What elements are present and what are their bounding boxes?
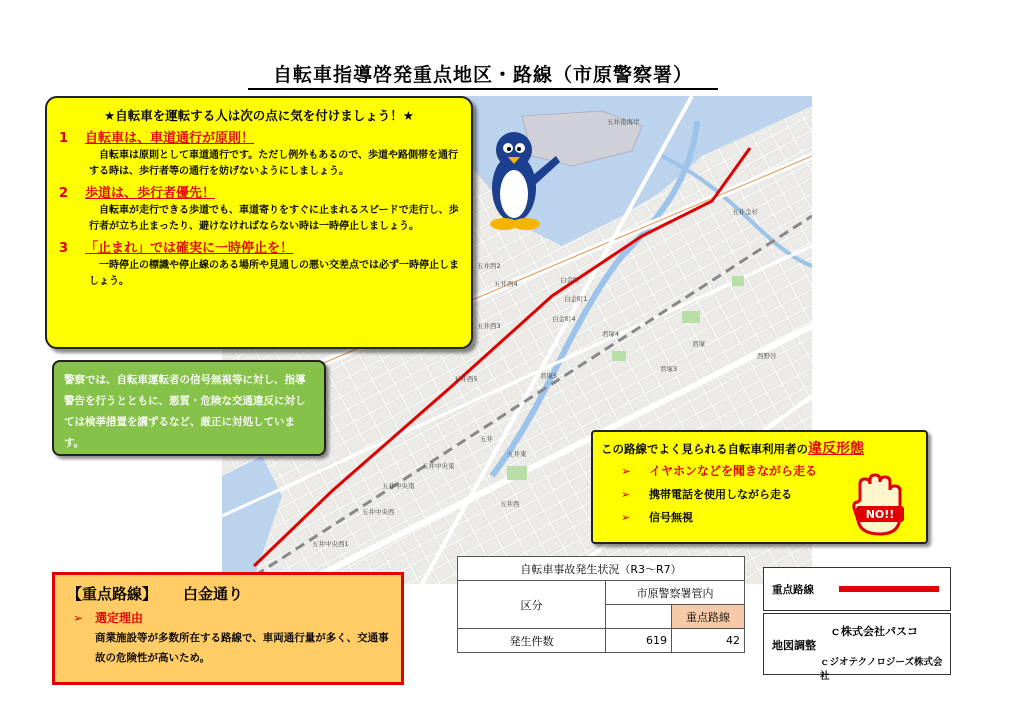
route-box <box>52 572 404 685</box>
park <box>507 466 527 480</box>
map-label: 西野谷 <box>757 352 777 360</box>
stats-route-count: 42 <box>672 629 745 653</box>
tips-heading: ★自転車を運転する人は次の点に気を付けましょう！★ <box>104 108 414 123</box>
arrow-icon: ➢ <box>621 488 631 501</box>
tip-2-heading: 歩道は、歩行者優先！ <box>85 186 216 201</box>
tips-box <box>45 96 473 349</box>
stats-caption: 自転車事故発生状況（R3～R7） <box>458 557 745 581</box>
violation-item-label: 信号無視 <box>649 511 693 524</box>
violation-box <box>591 430 928 544</box>
no-badge-label: NO!! <box>865 508 895 521</box>
route-reason-title <box>67 609 389 626</box>
map-label: 五井中央西 <box>362 508 395 516</box>
map-label: 白金町 <box>560 276 580 284</box>
stats-empty-cell <box>606 605 672 629</box>
map-label: 五井中央西1 <box>312 540 349 548</box>
map-label: 君塚3 <box>660 365 678 373</box>
park <box>732 276 744 286</box>
stats-col-main: 市原警察署管内 <box>606 581 745 605</box>
map-label: 白金町1 <box>564 295 588 303</box>
map-label: 五井中央東 <box>422 462 455 470</box>
route-label: 【重点路線】 <box>67 585 158 603</box>
map-label: 五井南海岸 <box>607 118 640 126</box>
park <box>612 351 626 361</box>
stats-total: 619 <box>606 629 672 653</box>
map-label: 五井中央南 <box>382 482 415 490</box>
credit-line-1: ｃ株式会社パスコ <box>830 625 918 638</box>
tip-2-title <box>59 185 459 203</box>
stats-table <box>457 556 745 653</box>
route-reason-label: 選定理由 <box>95 611 144 625</box>
route-reason-body: 商業施設等が多数所在する路線で、車両通行量が多く、交通事故の危険性が高いため。 <box>95 632 389 664</box>
violation-item-label: 携帯電話を使用しながら走る <box>649 488 792 501</box>
credit-line-2: ｃジオテクノロジーズ株式会社 <box>820 657 943 682</box>
violation-title-highlight: 違反形態 <box>808 441 864 457</box>
police-notice: 警察では、自転車運転者の信号無視等に対し、指導警告を行うとともに、悪質・危険な交通違反に対しては検挙措置を講ずるなど、厳正に対処しています。 <box>52 360 326 456</box>
map-label: 五井東 <box>507 450 527 458</box>
map-label: 五井金杉 <box>732 208 758 216</box>
map-label: 五井西 <box>500 500 520 508</box>
violation-item-label: イヤホンなどを聞きながら走る <box>649 464 818 478</box>
tip-1-title <box>59 130 459 148</box>
arrow-icon: ➢ <box>73 611 84 625</box>
stats-row-header: 区分 <box>458 581 606 629</box>
map-label: 君塚 <box>692 340 705 348</box>
park <box>682 311 700 323</box>
map-label: 君塚5 <box>540 372 558 380</box>
tip-3-heading: 「止まれ」では確実に一時停止を！ <box>85 241 294 256</box>
map-label: 五井西5 <box>454 375 478 383</box>
violation-title <box>601 438 918 460</box>
page-title: 自転車指導啓発重点地区・路線（市原警察署） <box>248 62 718 90</box>
map-label: 五井西2 <box>477 262 501 270</box>
route-title <box>67 583 389 605</box>
legend-box <box>763 567 951 611</box>
tip-3-title <box>59 240 459 258</box>
map-label: 君塚4 <box>602 330 620 338</box>
tip-1-body: 自転車は原則として車道通行です。ただし例外もあるので、歩道や路側帯を通行する時は、歩行者等の通行を妨げないようにしましょう。 <box>89 150 458 177</box>
stats-col-sub: 重点路線 <box>672 605 745 629</box>
arrow-icon: ➢ <box>621 511 631 524</box>
legend-route-line <box>839 586 939 592</box>
tip-2-number: 2 <box>59 186 69 201</box>
tip-2-body: 自転車が走行できる歩道でも、車道寄りをすぐに止まれるスピードで走行し、歩行者が立ち止まったり、避けなければならない時は一時停止しましょう。 <box>89 205 459 232</box>
credit-box <box>763 613 951 682</box>
violation-title-prefix: この路線でよく見られる自転車利用者の <box>601 442 808 456</box>
map-label: 五井西3 <box>477 322 501 330</box>
map-label: 白金町4 <box>552 315 576 323</box>
tip-1-number: 1 <box>59 131 69 146</box>
map-label: 五井西4 <box>494 280 518 288</box>
route-name: 白金通り <box>183 585 244 603</box>
stop-hand-icon <box>846 470 914 538</box>
tip-3-body: 一時停止の標識や停止線のある場所や見通しの悪い交差点では必ず一時停止しましょう。 <box>89 260 459 287</box>
map-label: 五井 <box>480 435 493 443</box>
tip-3-number: 3 <box>59 241 69 256</box>
legend-label: 重点路線 <box>772 584 814 596</box>
stats-row-label: 発生件数 <box>458 629 606 653</box>
arrow-icon: ➢ <box>621 464 632 478</box>
tip-1-heading: 自転車は、車道通行が原則！ <box>85 131 255 146</box>
credit-label: 地図調整 <box>772 639 816 652</box>
